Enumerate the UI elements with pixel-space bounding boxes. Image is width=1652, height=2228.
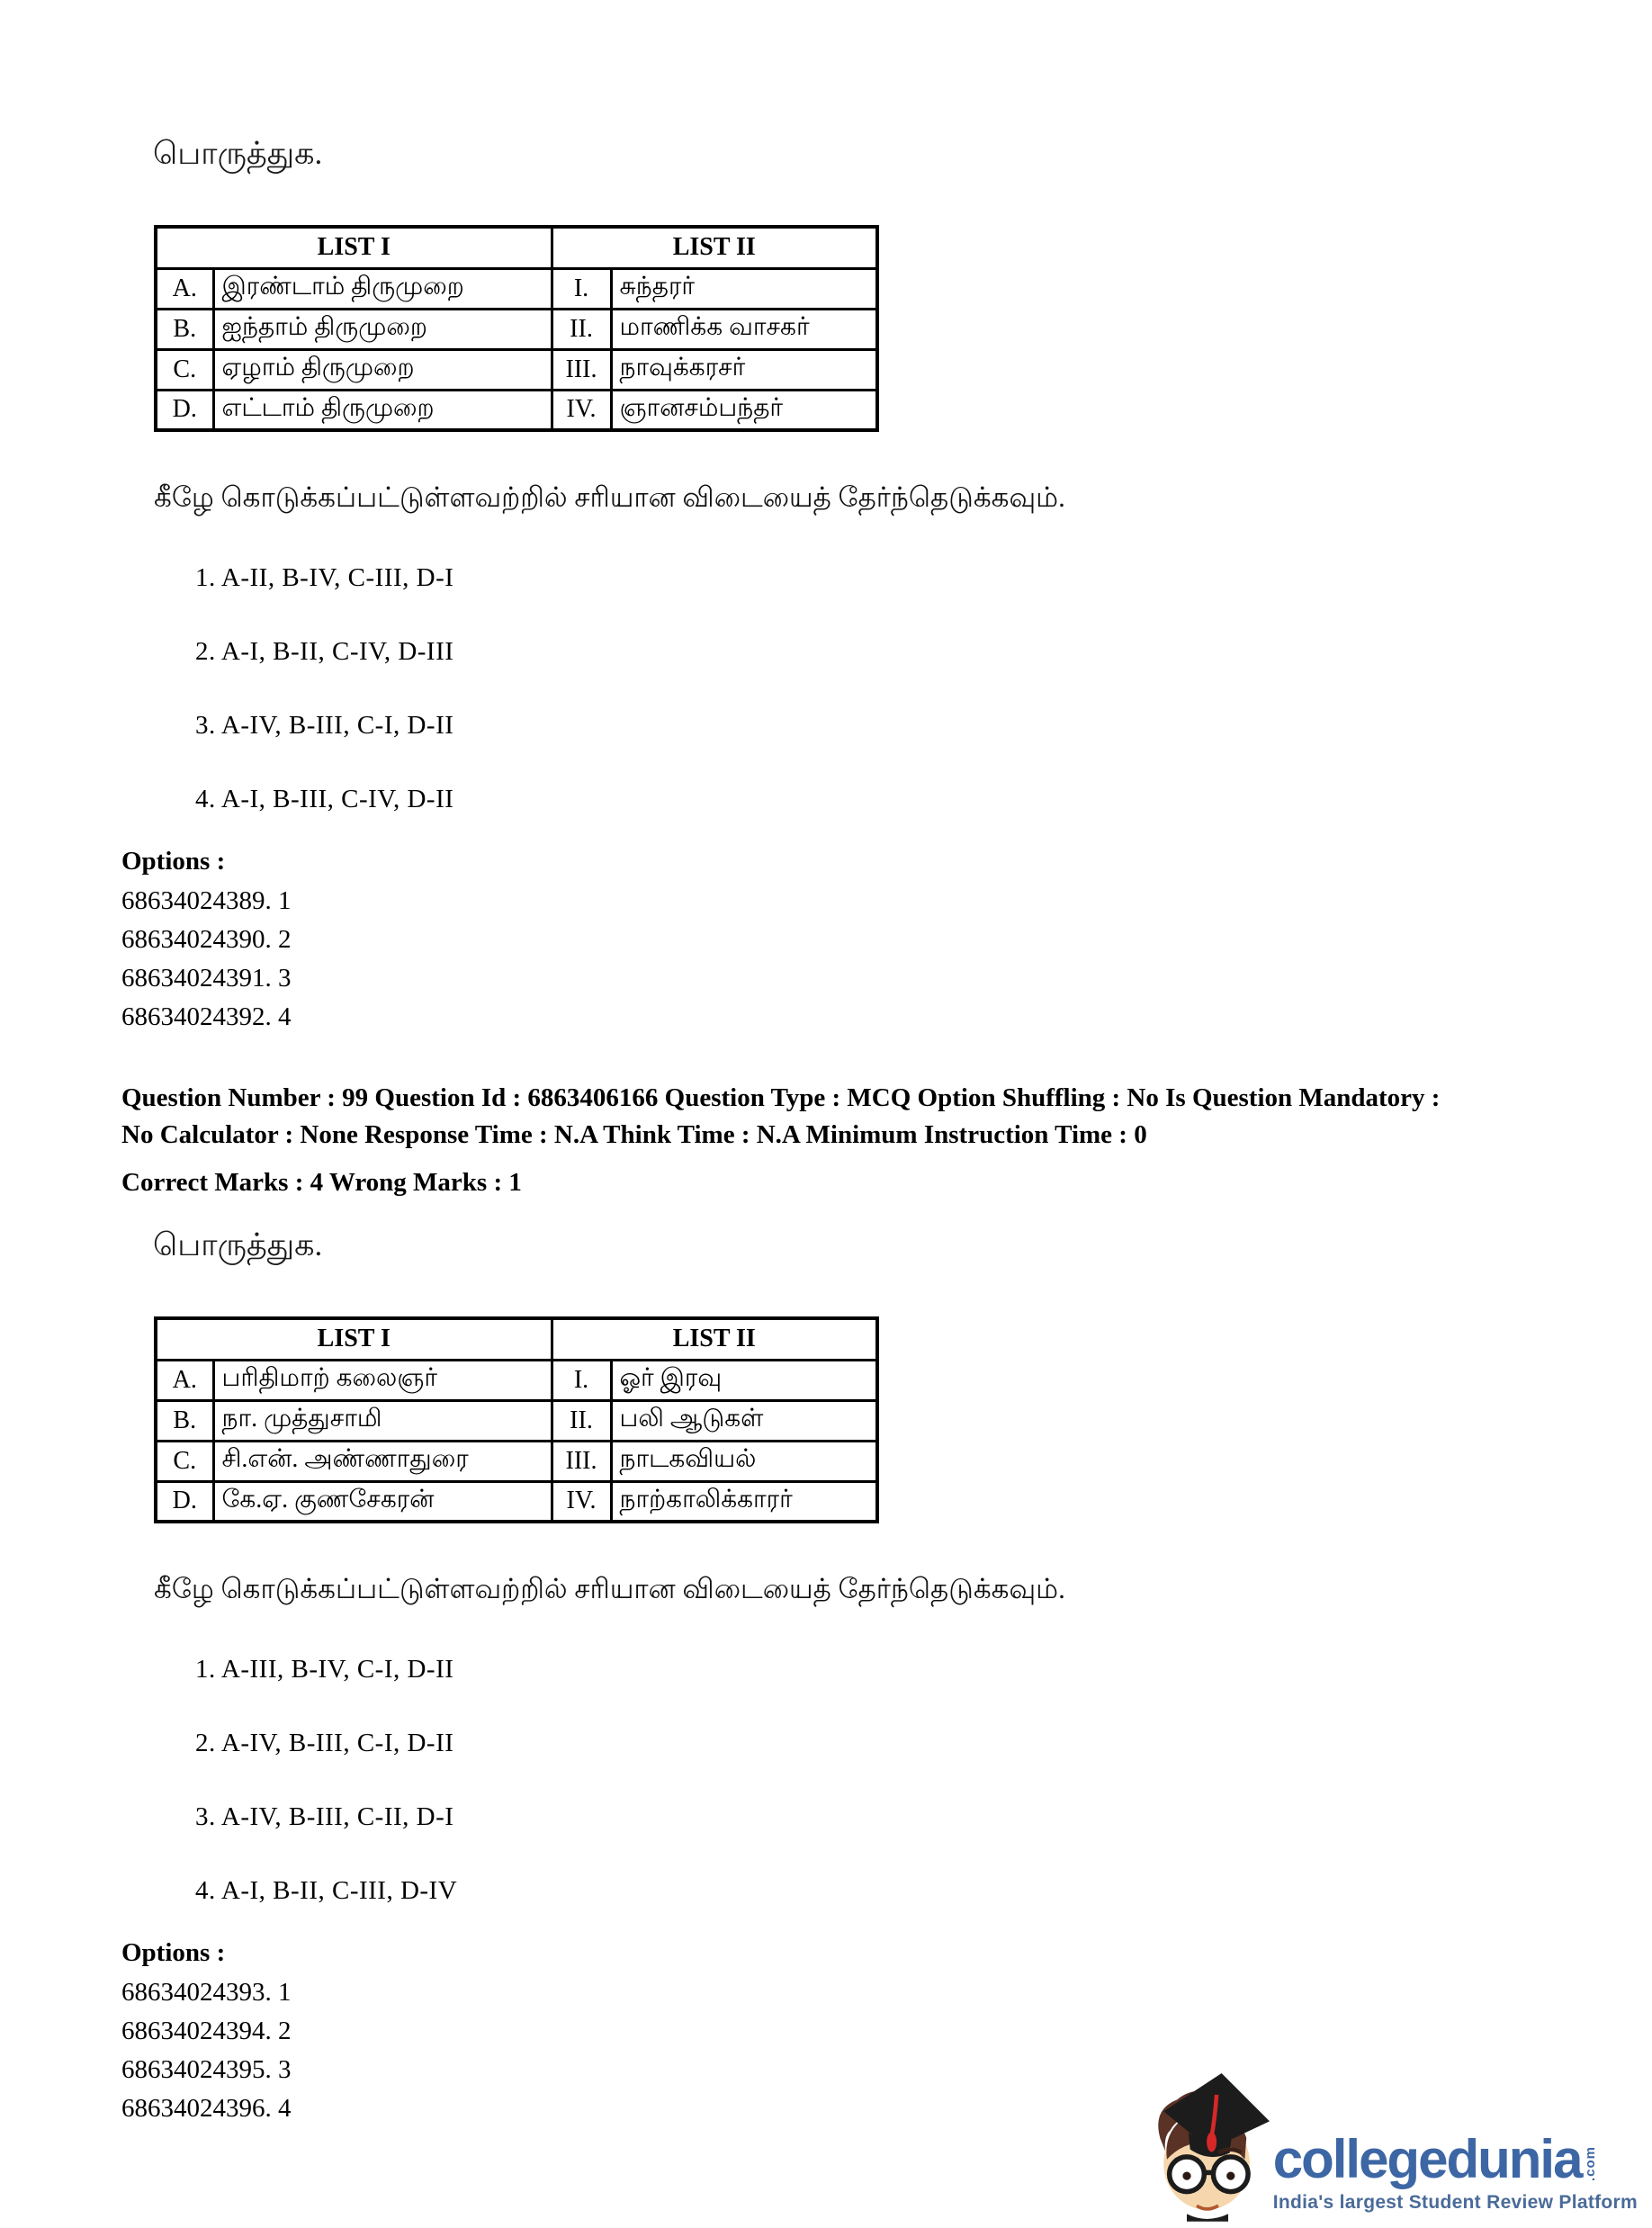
option-id-line: 68634024389. 1 <box>121 886 292 915</box>
options-heading: Options : <box>121 1938 226 1967</box>
option-id-line: 68634024395. 3 <box>121 2055 292 2084</box>
row-text: ஓர் இரவு <box>611 1360 877 1400</box>
options-heading: Options : <box>121 847 226 876</box>
choice-list <box>195 1653 1598 1907</box>
table-row <box>156 1481 877 1522</box>
row-text: சி.என். அண்ணாதுரை <box>213 1441 552 1481</box>
table-row <box>156 1360 877 1400</box>
row-text: இரண்டாம் திருமுறை <box>213 268 552 309</box>
row-label: IV. <box>552 390 611 430</box>
row-label: II. <box>552 309 611 349</box>
question-top-section <box>121 135 1598 1037</box>
row-label: IV. <box>552 1481 611 1522</box>
row-label: A. <box>156 268 213 309</box>
row-label: I. <box>552 268 611 309</box>
choice-line: 2. A-IV, B-III, C-I, D-II <box>195 1729 454 1757</box>
option-id-line: 68634024392. 4 <box>121 1002 292 1031</box>
row-label: C. <box>156 1441 213 1481</box>
match-the-following-title: பொருத்துக. <box>153 1227 323 1262</box>
question-99-section <box>121 1226 1598 2128</box>
row-text: கே.ஏ. குணசேகரன் <box>213 1481 552 1522</box>
row-label: III. <box>552 1441 611 1481</box>
table-header-row <box>156 1318 877 1360</box>
logo-tagline: India's largest Student Review Platform <box>1272 2192 1638 2213</box>
option-id-list <box>121 882 1598 1037</box>
logo-text-block <box>1272 2129 1638 2223</box>
row-label: A. <box>156 1360 213 1400</box>
row-label: B. <box>156 309 213 349</box>
metadata-line: Question Number : 99 Question Id : 6863406166 Question Type : MCQ Option Shuffling : No Is Question Mandatory : <box>121 1083 1441 1112</box>
marks-line: Correct Marks : 4 Wrong Marks : 1 <box>121 1168 522 1197</box>
table-header-row <box>156 227 877 268</box>
logo-brand-text: collegedunia <box>1272 2129 1582 2189</box>
option-id-line: 68634024393. 1 <box>121 1978 292 2007</box>
choice-list <box>195 561 1598 815</box>
row-text: சுந்தரர் <box>611 268 877 309</box>
table-row <box>156 268 877 309</box>
question-99-metadata <box>121 1080 1561 1201</box>
table-row <box>156 349 877 390</box>
list1-header: LIST I <box>156 1318 552 1360</box>
list2-header: LIST II <box>552 227 877 268</box>
row-text: மாணிக்க வாசகர் <box>611 309 877 349</box>
table-row <box>156 1400 877 1441</box>
row-label: II. <box>552 1400 611 1441</box>
choice-line: 3. A-IV, B-III, C-II, D-I <box>195 1802 454 1831</box>
row-text: பரிதிமாற் கலைஞர் <box>213 1360 552 1400</box>
collegedunia-mascot-icon <box>1145 2059 1270 2223</box>
row-text: பலி ஆடுகள் <box>611 1400 877 1441</box>
choice-line: 4. A-I, B-II, C-III, D-IV <box>195 1876 458 1905</box>
choice-line: 2. A-I, B-II, C-IV, D-III <box>195 637 454 666</box>
option-id-line: 68634024396. 4 <box>121 2094 292 2123</box>
row-label: B. <box>156 1400 213 1441</box>
table-row <box>156 309 877 349</box>
list2-header: LIST II <box>552 1318 877 1360</box>
select-answer-instruction: கீழே கொடுக்கப்பட்டுள்ளவற்றில் சரியான விடையைத் தேர்ந்தெடுக்கவும். <box>154 1573 1065 1604</box>
row-text: நாவுக்கரசர் <box>611 349 877 390</box>
row-text: நா. முத்துசாமி <box>213 1400 552 1441</box>
choice-line: 4. A-I, B-III, C-IV, D-II <box>195 785 454 813</box>
option-id-line: 68634024390. 2 <box>121 925 292 954</box>
row-label: D. <box>156 1481 213 1522</box>
choice-line: 1. A-II, B-IV, C-III, D-I <box>195 563 454 592</box>
row-label: III. <box>552 349 611 390</box>
match-table <box>154 225 879 432</box>
row-text: நாற்காலிக்காரர் <box>611 1481 877 1522</box>
row-label: D. <box>156 390 213 430</box>
row-label: C. <box>156 349 213 390</box>
logo-com-text: .com <box>1583 2145 1599 2181</box>
match-table <box>154 1316 879 1523</box>
choice-line: 3. A-IV, B-III, C-I, D-II <box>195 711 454 740</box>
match-the-following-title: பொருத்துக. <box>153 136 323 171</box>
row-text: நாடகவியல் <box>611 1441 877 1481</box>
row-text: ஏழாம் திருமுறை <box>213 349 552 390</box>
select-answer-instruction: கீழே கொடுக்கப்பட்டுள்ளவற்றில் சரியான விடையைத் தேர்ந்தெடுக்கவும். <box>154 481 1065 513</box>
table-row <box>156 1441 877 1481</box>
metadata-line: No Calculator : None Response Time : N.A Think Time : N.A Minimum Instruction Time : 0 <box>121 1120 1147 1149</box>
option-id-line: 68634024394. 2 <box>121 2017 292 2045</box>
row-text: எட்டாம் திருமுறை <box>213 390 552 430</box>
list1-header: LIST I <box>156 227 552 268</box>
choice-line: 1. A-III, B-IV, C-I, D-II <box>195 1655 454 1684</box>
row-text: ஞானசம்பந்தர் <box>611 390 877 430</box>
row-text: ஐந்தாம் திருமுறை <box>213 309 552 349</box>
row-label: I. <box>552 1360 611 1400</box>
table-row <box>156 390 877 430</box>
collegedunia-logo <box>1145 2059 1638 2223</box>
option-id-line: 68634024391. 3 <box>121 964 292 993</box>
